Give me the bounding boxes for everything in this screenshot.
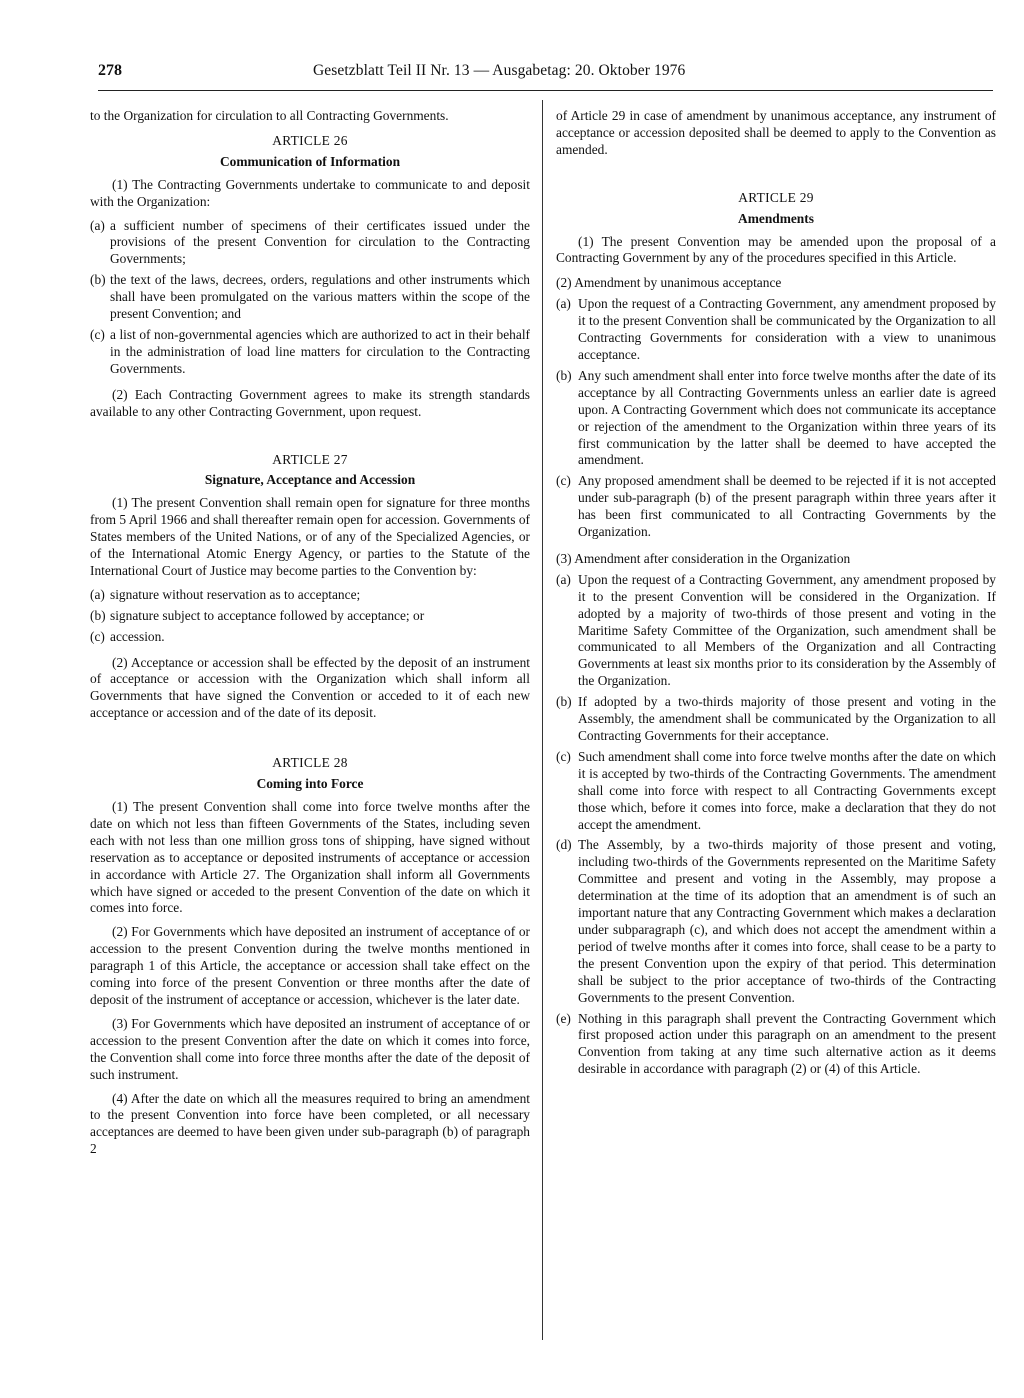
item-label: (c) [90, 326, 105, 342]
item-label: (a) [556, 571, 571, 587]
subheading: (2) Amendment by unanimous acceptance [556, 275, 782, 291]
list-item [556, 837, 996, 1006]
paragraph: (2) Each Contracting Government agrees to make its strength standards available to any other Contracting Government, upon request. [90, 386, 530, 419]
list-item [90, 327, 530, 378]
paragraph: (1) The present Convention shall come into force twelve months after the date on which not less than fifteen Governments of the States, including seven each with not less than one million gross tons of shipping, have signed without reservation as to acceptance or deposited instruments of acceptance or accession in accordance with Article 27. The Organization shall inform all Governments which have signed or acceded to the present Convention of the date on which it comes into force. [90, 799, 530, 916]
item-text: signature without reservation as to acceptance; [110, 586, 361, 602]
article-26-label: ARTICLE 26 [272, 132, 348, 148]
item-text: a sufficient number of specimens of their certificates issued under the provisions of the present Convention for circulation to the Contracting Governments; [110, 217, 530, 267]
item-text: Any proposed amendment shall be deemed to be rejected if it is not accepted under sub-paragraph (b) of the present paragraph within three years after it has been first communicated to all Contracting Governments by the Organization. [578, 473, 996, 540]
running-title: Gesetzblatt Teil II Nr. 13 — Ausgabetag: 20. Oktober 1976 [313, 62, 686, 79]
paragraph: (1) The Contracting Governments undertake to communicate to and deposit with the Organization: [90, 176, 530, 209]
item-label: (a) [556, 296, 571, 312]
list-item [90, 608, 530, 625]
paragraph: (2) Acceptance or accession shall be effected by the deposit of an instrument of acceptance or accession with the Organization which shall inform all Governments that have signed the Convention or acceded to it of each new acceptance or accession and of the date of its deposit. [90, 654, 530, 721]
item-label: (b) [556, 367, 572, 383]
item-label: (b) [90, 272, 106, 288]
item-text: Upon the request of a Contracting Government, any amendment proposed by it to the present Convention shall be communicated by the Organization to all Contracting Governments for consideration with a view to unanimous acceptance. [578, 296, 996, 362]
item-text: Nothing in this paragraph shall prevent the Contracting Government which first proposed action under this paragraph on an amendment to the present Convention from taking at any time such alternative action as it deems desirable in accordance with paragraph (2) or (4) of this Article. [578, 1010, 996, 1077]
list-item [90, 272, 530, 323]
item-text: The Assembly, by a two-thirds majority of those present and voting, including two-thirds of the Governments represented on the Maritime Safety Committee and present and voting in the Assembly, may propose a determination at the time of its adoption that an amendment is of such an important nature that any Contracting Government which makes a declaration under subparagraph (c), and which does not accept the amendment within a period of twelve months after it comes into force, shall cease to be a party to the present Convention upon the expiry of that period. This determination shall be subject to the prior acceptance of two-thirds of the Contracting Governments to the present Convention. [578, 837, 996, 1005]
list-item [556, 296, 996, 364]
column-divider [542, 100, 543, 1340]
article-29-title: Amendments [738, 210, 814, 226]
subheading: (3) Amendment after consideration in the Organization [556, 550, 851, 566]
right-column [556, 108, 996, 1082]
list-item [556, 473, 996, 541]
article-27-label: ARTICLE 27 [272, 451, 348, 467]
item-text: Upon the request of a Contracting Government, any amendment proposed by it to the present Convention will be considered in the Organization. If adopted by a majority of two-thirds of those present and voting in the Maritime Safety Committee of the Organization, such amendment shall be communicated to all Members of the Organization and all Contracting Governments at least six months prior to its consideration by the Assembly of the Organization. [578, 571, 996, 689]
list-item [556, 1011, 996, 1079]
item-text: the text of the laws, decrees, orders, regulations and other instruments which shall have been promulgated on the various matters within the scope of the present Convention; and [110, 272, 530, 322]
list-item [556, 368, 996, 469]
list-item [556, 749, 996, 834]
item-label: (e) [556, 1010, 571, 1026]
article-28-label: ARTICLE 28 [272, 755, 348, 771]
item-text: If adopted by a two-thirds majority of those present and voting in the Assembly, the amendment shall be communicated by the Organization to all Contracting Governments for their acceptance. [578, 694, 996, 743]
item-text: signature subject to acceptance followed by acceptance; or [110, 607, 425, 623]
article-29-label: ARTICLE 29 [738, 189, 814, 205]
item-label: (c) [90, 628, 105, 644]
item-label: (b) [556, 694, 572, 710]
item-label: (d) [556, 837, 572, 853]
article-27-title: Signature, Acceptance and Accession [204, 472, 416, 488]
continuation-text: to the Organization for circulation to all Contracting Governments. [90, 108, 449, 123]
item-text: accession. [110, 628, 165, 644]
paragraph: (4) After the date on which all the measures required to bring an amendment to the present Convention into force have been completed, or all necessary acceptances are deemed to have been given under sub-paragraph (b) of paragraph 2 [90, 1090, 530, 1157]
paragraph: (2) For Governments which have deposited an instrument of acceptance of or accession to the present Convention during the twelve months mentioned in paragraph 1 of this Article, the acceptance or accession shall take effect on the coming into force of the present Convention or three months after the date of deposit of the instrument of acceptance or accession, whichever is the later date. [90, 924, 530, 1007]
item-text: Such amendment shall come into force twelve months after the date on which it is accepted by two-thirds of the Contracting Governments. The amendment shall come into force with respect to all Contracting Governments except those which, before it comes into force, make a declaration that they do not accept the amendment. [578, 748, 996, 832]
list-item [90, 587, 530, 604]
item-label: (a) [90, 586, 105, 602]
item-label: (b) [90, 607, 106, 623]
list-item [556, 572, 996, 690]
list-item [90, 629, 530, 646]
list-item [556, 694, 996, 745]
article-28-title: Coming into Force [256, 776, 364, 792]
left-column [90, 108, 530, 1165]
item-label: (a) [90, 217, 105, 233]
page-header [98, 62, 991, 88]
item-label: (c) [556, 473, 571, 489]
paragraph: (1) The present Convention shall remain open for signature for three months from 5 April 1966 and shall thereafter remain open for accession. Governments of States members of the United Nations, or of any of the Specialized Agencies, or of the International Atomic Energy Agency, or parties to the Statute of the International Court of Justice may become parties to the Convention by: [90, 495, 530, 578]
list-item [90, 218, 530, 269]
header-rule [98, 90, 993, 91]
item-label: (c) [556, 748, 571, 764]
paragraph: (1) The present Convention may be amended upon the proposal of a Contracting Government by any of the procedures specified in this Article. [556, 233, 996, 266]
paragraph: (3) For Governments which have deposited an instrument of acceptance of or accession to the present Convention after the date on which it comes into force, the Convention shall come into force three months after the date of the deposit of such instrument. [90, 1015, 530, 1082]
article-26-title: Communication of Information [219, 153, 401, 169]
item-text: a list of non-governmental agencies which are authorized to act in their behalf in the administration of load line matters for circulation to the Contracting Governments. [110, 326, 530, 376]
page-number: 278 [98, 62, 122, 79]
continuation-text: of Article 29 in case of amendment by unanimous acceptance, any instrument of acceptance or accession deposited shall be deemed to apply to the Convention as amended. [556, 108, 996, 157]
item-text: Any such amendment shall enter into force twelve months after the date of its acceptance by all Contracting Governments unless an earlier date is agreed upon. A Contracting Government which does not communicate its acceptance or rejection of the amendment to the Organization within three years of its first communication by the latter shall be deemed to have accepted the amendment. [578, 367, 996, 468]
